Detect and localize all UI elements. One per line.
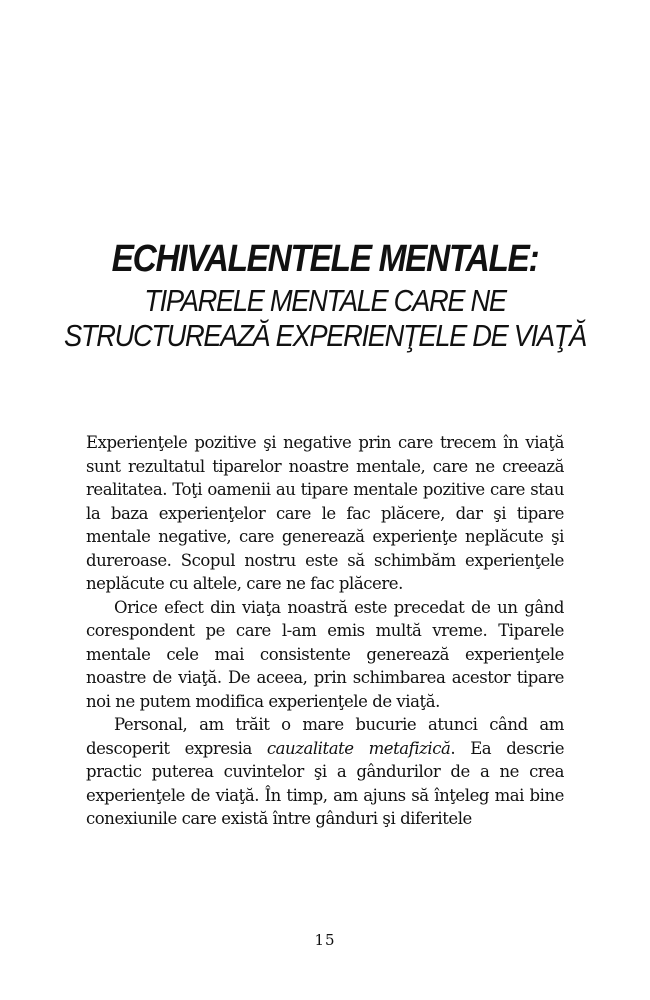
paragraph-2: Orice efect din viaţa noastră este precedat de un gând corespondent pe care l-am emis multă vreme. Tiparele mentale cele mai consistente generează experienţele noastre de viaţă. De aceea, prin schimbarea acestor tipare noi ne putem modifica experienţele de viaţă.: [86, 597, 564, 711]
chapter-subtitle-line-1: TIPARELE MENTALE CARE NE: [144, 283, 506, 318]
emphasized-term: cauzalitate metafizică: [266, 738, 451, 758]
page-number: 15: [314, 931, 336, 949]
paragraph-3: [86, 713, 564, 831]
body-text: [86, 431, 564, 831]
chapter-title: ECHIVALENTELE MENTALE:: [111, 238, 539, 280]
paragraph-1: Experienţele pozitive şi negative prin care trecem în viaţă sunt rezultatul tiparelor noastre mentale, care ne creează realitatea. Toţi oamenii au tipare mentale pozitive care stau la baza experienţelor care le fac plăcere, dar şi tipare mentale negative, care generează experienţe neplăcute şi dureroase. Scopul nostru este să schimbăm experienţele neplăcute cu altele, care ne fac plăcere.: [86, 433, 564, 593]
paragraph-3-end: . Ea descrie practic puterea cuvintelor şi a gândurilor de a ne crea experienţele de viaţă. În timp, am ajuns să înţeleg mai bine conexiunile care există între gânduri şi diferitele: [86, 738, 565, 828]
paragraph-3-start: Personal, am trăit o mare bucurie atunci când am descoperit expresia: [86, 715, 564, 758]
chapter-subtitle-line-2: STRUCTUREAZĂ EXPERIENŢELE DE VIAŢĂ: [63, 318, 587, 353]
